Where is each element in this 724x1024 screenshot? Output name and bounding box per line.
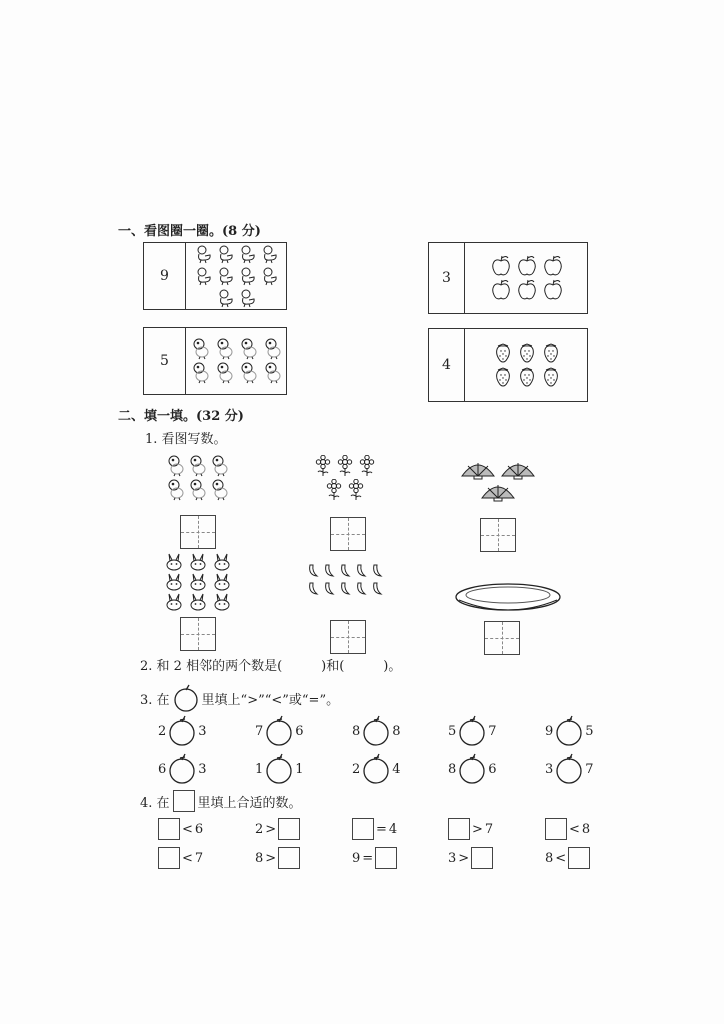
shell-icon: [480, 482, 516, 502]
rabbit-icon: [188, 573, 208, 591]
q3-prefix: 3. 在: [140, 692, 170, 708]
operator: >: [458, 850, 470, 866]
picture-group-rabbit: [158, 553, 238, 611]
chick-icon: [189, 455, 207, 477]
strawberry-icon: [518, 366, 536, 388]
chick-icon: [167, 455, 185, 477]
fill-item: [352, 818, 397, 840]
chick-icon: [264, 362, 282, 384]
chick-icon: [192, 338, 210, 360]
duck-icon: [262, 266, 278, 286]
apple-answer-circle[interactable]: [265, 753, 293, 785]
apple-answer-circle[interactable]: [458, 715, 486, 747]
right-number: 7: [488, 723, 497, 739]
compare-item: [545, 715, 594, 747]
compare-item: [448, 715, 497, 747]
compare-item: [448, 753, 497, 785]
flower-icon: [325, 479, 343, 501]
chick-icon: [211, 479, 229, 501]
apple-answer-circle[interactable]: [555, 753, 583, 785]
chick-icon: [264, 338, 282, 360]
chick-icon: [189, 479, 207, 501]
apple-icon: [543, 279, 563, 301]
answer-grid[interactable]: [480, 518, 516, 552]
left-number: 2: [352, 761, 361, 777]
picture-group-plate: [453, 580, 563, 622]
banana-icon: [339, 563, 351, 579]
fill-item: [255, 818, 300, 840]
banana-icon: [323, 581, 335, 597]
answer-grid[interactable]: [330, 620, 366, 654]
answer-box[interactable]: [352, 818, 374, 840]
duck-icon: [218, 244, 234, 264]
answer-box[interactable]: [448, 818, 470, 840]
left-number: 3: [448, 850, 457, 866]
fill-item: [352, 847, 397, 869]
banana-icon: [355, 563, 367, 579]
rabbit-icon: [164, 553, 184, 571]
duck-icon: [196, 266, 212, 286]
banana-icon: [307, 563, 319, 579]
compare-item: [352, 715, 401, 747]
strawberry-icon: [542, 342, 560, 364]
strawberry-icon: [518, 342, 536, 364]
right-number: 7: [194, 850, 204, 866]
duck-icon: [218, 288, 234, 308]
left-number: 3: [545, 761, 554, 777]
fill-item: [158, 818, 203, 840]
operator: >: [472, 821, 483, 837]
rabbit-icon: [212, 553, 232, 571]
flower-icon: [358, 455, 376, 477]
answer-box[interactable]: [278, 818, 300, 840]
q4-suffix: 里填上合适的数。: [197, 795, 302, 811]
answer-grid[interactable]: [180, 617, 216, 651]
banana-icon: [371, 563, 383, 579]
chick-icon: [211, 455, 229, 477]
fill-item: [545, 847, 590, 869]
compare-item: [158, 753, 207, 785]
shell-icon: [460, 460, 496, 480]
answer-box[interactable]: [278, 847, 300, 869]
rabbit-icon: [188, 553, 208, 571]
picture-group-chick: [158, 455, 238, 501]
compare-item: [158, 715, 207, 747]
picture-group-banana: [305, 563, 385, 597]
right-number: 5: [585, 723, 594, 739]
right-number: 6: [488, 761, 497, 777]
operator: >: [265, 821, 277, 837]
apple-answer-circle[interactable]: [458, 753, 486, 785]
fill-item: [158, 847, 203, 869]
right-number: 8: [581, 821, 591, 837]
answer-grid[interactable]: [330, 517, 366, 551]
apple-answer-circle[interactable]: [168, 753, 196, 785]
right-number: 6: [295, 723, 304, 739]
answer-box[interactable]: [375, 847, 397, 869]
plate-icon: [453, 580, 563, 622]
chick-icon: [216, 338, 234, 360]
left-number: 6: [158, 761, 167, 777]
left-number: 7: [255, 723, 264, 739]
apple-icon: [491, 279, 511, 301]
operator: =: [376, 821, 387, 837]
operator: <: [569, 821, 580, 837]
answer-box[interactable]: [471, 847, 493, 869]
strawberry-icon: [494, 342, 512, 364]
chick-icon: [240, 338, 258, 360]
flower-icon: [336, 455, 354, 477]
compare-item: [545, 753, 594, 785]
count-box-chicks: [143, 327, 287, 395]
count-box-apples: [428, 242, 588, 314]
banana-icon: [323, 563, 335, 579]
answer-grid[interactable]: [484, 621, 520, 655]
flower-icon: [314, 455, 332, 477]
box-number: 3: [429, 243, 465, 313]
apple-answer-circle[interactable]: [168, 715, 196, 747]
box-number: 5: [144, 328, 186, 394]
left-number: 5: [448, 723, 457, 739]
section2-title: 二、填一填。(32 分): [118, 409, 244, 424]
answer-grid[interactable]: [180, 515, 216, 549]
fill-item: [255, 847, 300, 869]
q3-label: [140, 684, 339, 712]
flower-icon: [347, 479, 365, 501]
fill-item: [545, 818, 590, 840]
banana-icon: [355, 581, 367, 597]
left-number: 2: [255, 821, 264, 837]
chick-icon: [216, 362, 234, 384]
right-number: 4: [388, 821, 398, 837]
apple-answer-circle[interactable]: [265, 715, 293, 747]
left-number: 8: [545, 850, 554, 866]
left-number: 1: [255, 761, 264, 777]
apple-icon: [517, 255, 537, 277]
duck-icon: [240, 288, 256, 308]
apple-icon: [491, 255, 511, 277]
operator: <: [555, 850, 567, 866]
answer-box[interactable]: [545, 818, 567, 840]
picture-group-flower: [310, 455, 380, 501]
apple-answer-circle[interactable]: [555, 715, 583, 747]
operator: <: [182, 850, 193, 866]
rabbit-icon: [164, 593, 184, 611]
strawberry-icon: [494, 366, 512, 388]
q4-prefix: 4. 在: [140, 795, 170, 811]
duck-icon: [240, 244, 256, 264]
rabbit-icon: [188, 593, 208, 611]
right-number: 1: [295, 761, 304, 777]
rabbit-icon: [212, 593, 232, 611]
right-number: 7: [484, 821, 494, 837]
count-box-ducks: [143, 242, 287, 310]
rabbit-icon: [212, 573, 232, 591]
chick-icon: [167, 479, 185, 501]
left-number: 8: [255, 850, 264, 866]
apple-icon: [517, 279, 537, 301]
apple-icon: [543, 255, 563, 277]
apple-answer-circle[interactable]: [362, 715, 390, 747]
operator: >: [265, 850, 277, 866]
answer-box[interactable]: [568, 847, 590, 869]
compare-item: [255, 715, 304, 747]
duck-icon: [262, 244, 278, 264]
section1-title: 一、看图圈一圈。(8 分): [118, 224, 261, 239]
left-number: 9: [352, 850, 361, 866]
right-number: 4: [392, 761, 401, 777]
answer-box[interactable]: [158, 847, 180, 869]
strawberry-icon: [542, 366, 560, 388]
fill-item: [448, 847, 493, 869]
shell-icon: [500, 460, 536, 480]
operator: =: [362, 850, 374, 866]
left-number: 9: [545, 723, 554, 739]
chick-icon: [192, 362, 210, 384]
q3-suffix: 里填上“>”“<”或“=”。: [201, 692, 340, 708]
duck-icon: [196, 244, 212, 264]
square-icon: [173, 790, 195, 812]
apple-outline-icon: [173, 684, 199, 712]
right-number: 8: [392, 723, 401, 739]
chick-icon: [240, 362, 258, 384]
left-number: 8: [448, 761, 457, 777]
right-number: 3: [198, 761, 207, 777]
q1-label: 1. 看图写数。: [145, 432, 227, 447]
answer-box[interactable]: [158, 818, 180, 840]
rabbit-icon: [164, 573, 184, 591]
compare-item: [352, 753, 401, 785]
banana-icon: [339, 581, 351, 597]
right-number: 6: [194, 821, 204, 837]
apple-answer-circle[interactable]: [362, 753, 390, 785]
compare-item: [255, 753, 304, 785]
box-number: 9: [144, 243, 186, 309]
left-number: 2: [158, 723, 167, 739]
right-number: 7: [585, 761, 594, 777]
operator: <: [182, 821, 193, 837]
box-number: 4: [429, 329, 465, 401]
duck-icon: [218, 266, 234, 286]
count-box-strawberries: [428, 328, 588, 402]
fill-item: [448, 818, 493, 840]
left-number: 8: [352, 723, 361, 739]
q2-label: 2. 和 2 相邻的两个数是( )和( )。: [140, 659, 402, 674]
duck-icon: [240, 266, 256, 286]
banana-icon: [371, 581, 383, 597]
right-number: 3: [198, 723, 207, 739]
q4-label: [140, 790, 302, 812]
banana-icon: [307, 581, 319, 597]
picture-group-shell: [458, 460, 538, 502]
